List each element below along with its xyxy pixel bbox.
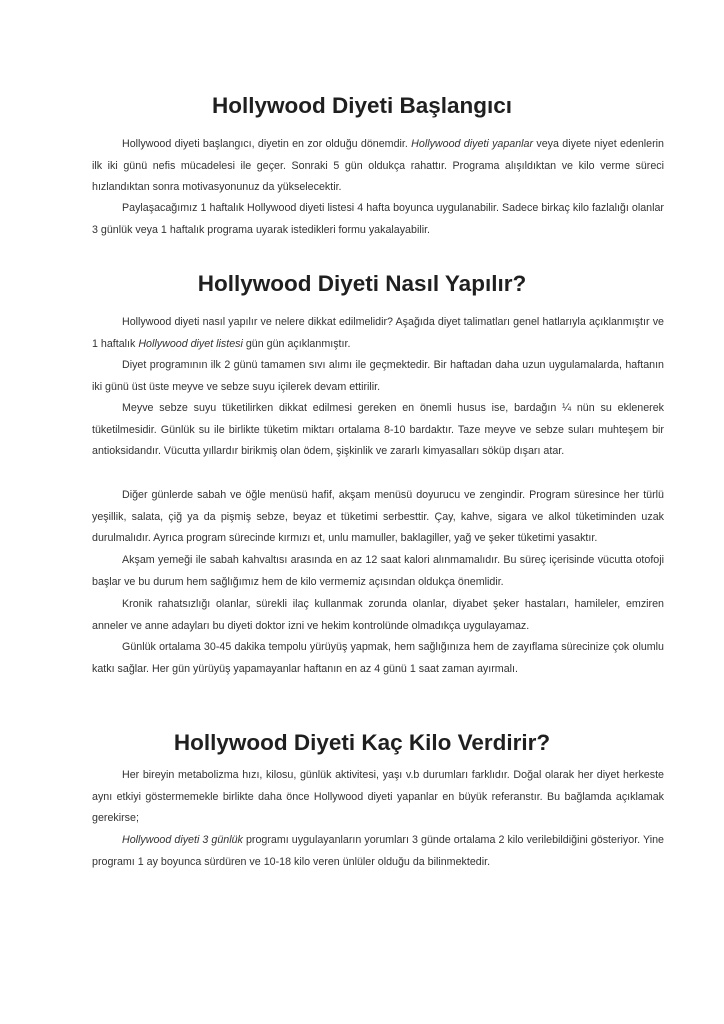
paragraph: Diyet programının ilk 2 günü tamamen sıvı alımı ile geçmektedir. Bir haftadan daha uzun uygulamalarda, haftanın iki günü üst üste meyve ve sebze suyu içilerek devam ettirilir. xyxy=(92,359,664,393)
emphasis-text: Hollywood diyet listesi xyxy=(138,337,243,350)
paragraph: Kronik rahatsızlığı olanlar, sürekli ilaç kullanmak zorunda olanlar, diyabet şeker hastaları, hamileler, emziren anneler ve anne adayları bu diyeti doktor izni ve hekim kontrolünde olmadıkça uygulayamaz. xyxy=(92,598,664,632)
paragraph: Günlük ortalama 30-45 dakika tempolu yürüyüş yapmak, hem sağlığınıza hem de zayıflama sürecinize çok olumlu katkı sağlar. Her gün yürüyüş yapamayanlar haftanın en az 4 günü 1 saat zaman ayırmalı. xyxy=(92,641,664,675)
paragraph: Paylaşacağımız 1 haftalık Hollywood diyeti listesi 4 hafta boyunca uygulanabilir. Sadece birkaç kilo fazlalığı olanlar 3 günlük veya 1 haftalık programa uyarak istedikleri formu yakalayabilir. xyxy=(92,202,664,236)
emphasis-text: Hollywood diyeti yapanlar xyxy=(411,138,534,150)
paragraph: Akşam yemeği ile sabah kahvaltısı arasında en az 12 saat kalori alınmamalıdır. Bu süreç içerisinde vücutta otofoji başlar ve bu durum hem sağlığımız hem de kilo vermemiz açısından oldukça önemlidir. xyxy=(92,554,664,588)
paragraph: Diğer günlerde sabah ve öğle menüsü hafif, akşam menüsü doyurucu ve zengindir. Program süresince her türlü yeşillik, salata, çiğ ya da pişmiş sebze, beyaz et tüketimi serbesttir. Çay, kahve, sigara ve alkol tüketiminden uzak durulmalıdır. Ayrıca program sürecinde kırmızı et, unlu mamuller, baklagiller, yağ ve şeker tüketimi yasaktır. xyxy=(92,489,664,544)
paragraph: Her bireyin metabolizma hızı, kilosu, günlük aktivitesi, yaşı v.b durumları farklıdır. Doğal olarak her diyet herkeste aynı etkiyi göstermemekle birlikte daha önce Hollywood diyeti yapanlar en büyük referanstır. Bu bağlamda açıklamak gerekirse; xyxy=(92,769,664,824)
paragraph: Hollywood diyeti başlangıcı, diyetin en zor olduğu dönemdir. Hollywood diyeti yapanlar veya diyete niyet edenlerin ilk iki günü nefis mücadelesi ile geçer. Sonraki 5 gün oldukça rahattır. Programa alışıldıktan ve kilo verme süreci hızlandıktan sonra motivasyonunuz da yükselecektir. xyxy=(92,138,664,193)
paragraph: Meyve sebze suyu tüketilirken dikkat edilmesi gereken en önemli husus ise, bardağın ¼ nün su eklenerek tüketilmesidir. Günlük su ile birlikte tüketim miktarı ortalama 8-10 bardaktır. Taze meyve ve sebze suları muhteşem bir antioksidandır. Vücutta yıllardır birikmiş olan ödem, şişkinlik ve zararlı kimyasalları söküp dışarı atar. xyxy=(92,402,664,457)
section-heading-baslangic: Hollywood Diyeti Başlangıcı xyxy=(211,93,513,118)
section-heading-kac-kilo: Hollywood Diyeti Kaç Kilo Verdirir? xyxy=(173,730,551,755)
paragraph: Hollywood diyeti nasıl yapılır ve nelere dikkat edilmelidir? Aşağıda diyet talimatları genel hatlarıyla açıklanmıştır ve 1 haftalık Hollywood diyet listesi gün gün açıklanmıştır. xyxy=(92,316,664,350)
section-heading-nasil-yapilir: Hollywood Diyeti Nasıl Yapılır? xyxy=(197,271,527,296)
emphasis-text: Hollywood diyeti 3 günlük xyxy=(122,834,243,846)
paragraph: Hollywood diyeti 3 günlük programı uygulayanların yorumları 3 günde ortalama 2 kilo verilebildiğini gösteriyor. Yine programı 1 ay boyunca sürdüren ve 10-18 kilo veren ünlüler olduğu da bilinmektedir. xyxy=(92,834,664,868)
